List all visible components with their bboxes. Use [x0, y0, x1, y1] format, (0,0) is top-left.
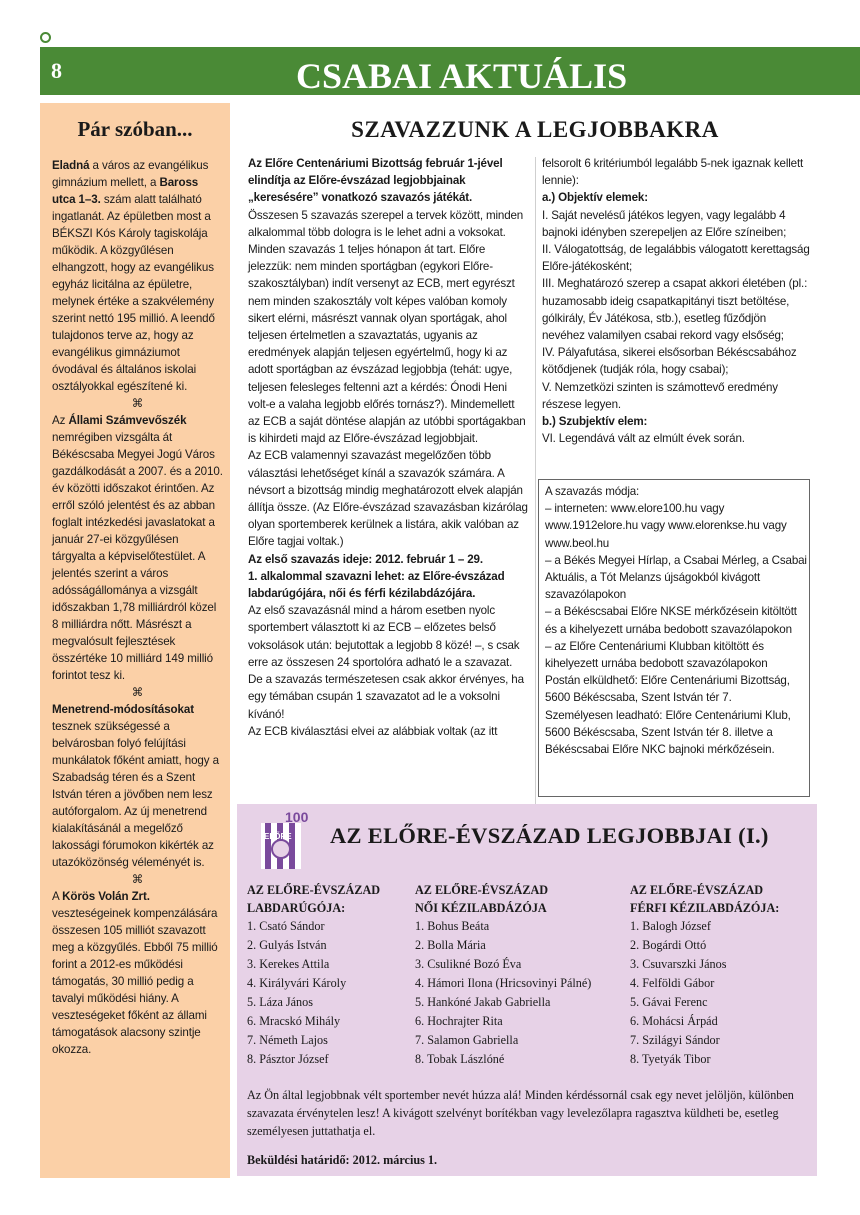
candidate-item[interactable]: 4. Királyvári Károly	[247, 976, 347, 990]
logo-text: ELŐRE	[264, 832, 292, 841]
sidebar-news	[52, 157, 223, 1058]
article-paragraph: Az ECB kiválasztási elvei az alábbiak voltak (az itt	[248, 724, 498, 738]
ballot-title: AZ ELŐRE-ÉVSZÁZAD LEGJOBBJAI (I.)	[330, 823, 769, 848]
list-heading: AZ ELŐRE-ÉVSZÁZAD	[247, 883, 381, 897]
voting-method-heading: A szavazás módja:	[545, 485, 640, 498]
article-column-2	[542, 155, 810, 447]
candidate-item[interactable]: 3. Csuvarszki János	[630, 957, 727, 971]
list-heading: AZ ELŐRE-ÉVSZÁZAD	[415, 883, 549, 897]
news-item-2: Az Állami Számvevőszék nemrégiben vizsgálta át Békéscsaba Megyei Jogú Város gazdálkodását a 2007. és a 2010. év közötti időszakot érintően. Az erről szóló jelentést és az abban foglalt intézkedési javaslatokat a január 27-ei közgyűlésen tárgyalta a képviselőtestület. A jelentés szerint a város adósságállománya a vizsgált időszakban 1,78 milliárdról közel 8 milliárdra nőtt. Másrészt a megvalósult fejlesztések összértéke 10 milliárd 149 millió forintot tesz ki.	[52, 414, 223, 682]
article-paragraph: Az első szavazásnál mind a három esetben nyolc sportembert választott ki az ECB – előzetes belső voksolások után: bejutottak a legjobb 8 közé! –, s csak erre az összesen 24 sportolóra adható le a szavazat. De a szavazás természetesen csak akkor érvényes, ha egy témában csupán 1 szavazatot ad le a voksolni kívánó!	[248, 604, 524, 721]
candidate-item[interactable]: 2. Gulyás István	[247, 938, 327, 952]
sidebar-title: Pár szóban...	[77, 117, 193, 141]
candidate-item[interactable]: 5. Hankóné Jakab Gabriella	[415, 995, 551, 1009]
candidate-item[interactable]: 4. Hámori Ilona (Hricsovinyi Pálné)	[415, 976, 592, 990]
candidate-item[interactable]: 7. Szilágyi Sándor	[630, 1033, 720, 1047]
voting-method-item: – interneten: www.elore100.hu vagy www.1912elore.hu vagy www.elorenkse.hu vagy www.beol.hu	[545, 502, 787, 550]
voting-method-item: – a Békés Megyei Hírlap, a Csabai Mérleg, a Csabai Aktuális, a Tót Melanzs újságokból kivágott szavazólapokon	[545, 553, 807, 602]
separator-icon: ⌘	[131, 397, 144, 410]
candidate-item[interactable]: 2. Bogárdi Ottó	[630, 938, 707, 952]
news-item-1: Eladná a város az evangélikus gimnázium mellett, a Baross utca 1–3. szám alatt található ingatlanát. Az épületben most a BÉKSZI Kós Károly tagiskolája működik. A közgyűlésen elhangzott, hogy az evangélikus egyház licitálna az épületre, melynek értéke a szakvélemény szerint nettó 195 millió. A leendő tulajdonos terve az, hogy az evangélikus gimnáziumot óvodával és általános iskolai osztályokkal egészítené ki.	[52, 159, 215, 393]
voting-method-item: Személyesen leadható: Előre Centenáriumi Klub, 5600 Békéscsaba, Szent István tér 8. illetve a Békéscsabai Előre NKC bajnoki mérkőzésein.	[545, 708, 791, 757]
criteria-item: III. Meghatározó szerep a csapat akkori életében (pl.: huzamosabb ideig csapatkapitányi tiszt betöltése, gólkirály, Év Játékosa, stb.), esetleg fűződjön nevéhez valamilyen csabai rekord vagy elsőség;	[542, 277, 808, 343]
mens-handball-list	[630, 881, 810, 1069]
vote-categories: 1. alkalommal szavazni lehet: az Előre-évszázad labdarúgójára, női és férfi kézilabdázójára.	[248, 569, 505, 601]
ballot-instructions: Az Ön által legjobbnak vélt sportember nevét húzza alá! Minden kérdéssornál csak egy nevet jelöljön, különben szavazata érvénytelen lesz! A kivágott szelvényt borítékban vagy levelezőlapra ragasztva küldheti be, esetleg személyesen juttathatja el.	[247, 1088, 794, 1138]
article-paragraph: felsorolt 6 kritériumból legalább 5-nek igaznak kellett lennie):	[542, 157, 804, 188]
news-item-3: Menetrend-módosításokat tesznek szükségessé a belvárosban folyó felújítási munkálatok főként amiatt, hogy a Szabadság téren és a Szent István téren a jövőben nem lesz autóforgalom. Az új menetrend kialakításánál a megelőző lakossági fórumokon kikérték az utazóközönség véleményét is.	[52, 703, 219, 869]
criteria-item: II. Válogatottság, de legalábbis válogatott kerettagság Előre-játékosként;	[542, 243, 810, 274]
article-paragraph: Összesen 5 szavazás szerepel a tervek között, minden alkalommal több dologra is le lehet adni a voksokat. Minden szavazás 1 teljes hónapon át tart. Előre jelezzük: nem minden sportágban (egykori Előre-szakosztályban) indít versenyt az ECB, mert egyrészt nem minden szakosztály volt képes valóban komoly sikert elérni, másrészt vannak olyan sportágak, ahol teljesen értelmetlen a szavaztatás, ugyanis az eredmények alapján teljesen egyértelmű, hogy ki az adott sportágban az évszázad legjobbja (tehát: ugye, teljesen felesleges feltenni azt a kérdés: Ónodi Heni volt-e a valaha legjobb előrés tornász?). Mindemellett az ECB a saját döntése alapján az utóbbi sportágakban is kihirdeti majd az Előre-évszázad legjobbjait.	[248, 208, 526, 446]
page-number: 8	[51, 58, 62, 83]
criteria-item: V. Nemzetközi szinten is számottevő eredmény részese legyen.	[542, 380, 778, 411]
candidate-item[interactable]: 3. Kerekes Attila	[247, 957, 330, 971]
candidate-item[interactable]: 8. Tobak Lászlóné	[415, 1052, 505, 1066]
criteria-item: I. Saját nevelésű játékos legyen, vagy legalább 4 bajnoki idényben szerepeljen az Előre színeiben;	[542, 208, 787, 239]
article-lead: Az Előre Centenáriumi Bizottság február 1-jével elindítja az Előre-évszázad legjobbjainak „keresésére” vonatkozó szavazós játékát.	[248, 157, 503, 205]
elore-100-logo	[255, 809, 315, 871]
submission-deadline: Beküldési határidő: 2012. március 1.	[247, 1153, 438, 1167]
voting-method-item: – a Békéscsabai Előre NKSE mérkőzésein kitöltött és a kihelyezett urnába bedobott szavazólapokon	[545, 605, 797, 636]
candidate-item[interactable]: 1. Bohus Beáta	[415, 919, 490, 933]
list-heading: LABDARÚGÓJA:	[247, 901, 346, 915]
voting-method-item: Postán elküldhető: Előre Centenáriumi Bizottság, 5600 Békéscsaba, Szent István tér 7.	[545, 674, 790, 705]
news-item-4: A Körös Volán Zrt. veszteségeinek kompenzálására összesen 105 milliót szavazott meg a közgyűlés. Ebből 75 millió forint a 2012-es működési támogatás, 30 millió pedig a tavalyi működési hiány. A veszteségeket főként az állami támogatások alacsony szintje okozza.	[52, 890, 218, 1056]
voting-method-item: – az Előre Centenáriumi Klubban kitöltött és kihelyezett urnába bedobott szavazólapokon	[545, 639, 768, 671]
candidate-item[interactable]: 5. Láza János	[247, 995, 313, 1009]
article-paragraph: Az ECB valamennyi szavazást megelőzően több választási lehetőséget kínál a szavazók számára. A névsort a bizottság mindig meghatározott elvek alapján állítja össze. (Az Előre-évszázad szavazásban kizárólag olyan sportemberek kerülnek a listára, akik valóban az Előre tagjai voltak.)	[248, 449, 528, 549]
candidate-item[interactable]: 4. Felföldi Gábor	[630, 976, 715, 990]
candidate-item[interactable]: 6. Mracskó Mihály	[247, 1014, 341, 1028]
candidate-item[interactable]: 1. Balogh József	[630, 919, 711, 933]
list-heading: AZ ELŐRE-ÉVSZÁZAD	[630, 883, 764, 897]
column-divider	[535, 157, 536, 807]
candidate-item[interactable]: 5. Gávai Ferenc	[630, 995, 708, 1009]
logo-number: 100	[285, 809, 309, 825]
article-column-1	[248, 155, 528, 740]
candidate-item[interactable]: 8. Pásztor József	[247, 1052, 329, 1066]
candidate-item[interactable]: 8. Tyetyák Tibor	[630, 1052, 711, 1066]
criteria-heading: a.) Objektív elemek:	[542, 191, 648, 205]
criteria-item: IV. Pályafutása, sikerei elsősorban Békéscsabához kötődjenek (tudják róla, hogy csabai);	[542, 346, 797, 377]
candidate-item[interactable]: 6. Mohácsi Árpád	[630, 1014, 718, 1028]
candidate-item[interactable]: 2. Bolla Mária	[415, 938, 486, 952]
candidate-item[interactable]: 1. Csató Sándor	[247, 919, 325, 933]
corner-logo-icon	[40, 32, 51, 43]
criteria-item: VI. Legendává vált az elmúlt évek során.	[542, 432, 745, 446]
separator-icon: ⌘	[131, 873, 144, 886]
candidate-item[interactable]: 7. Salamon Gabriella	[415, 1033, 519, 1047]
candidate-item[interactable]: 3. Csulikné Bozó Éva	[415, 957, 522, 971]
football-list	[247, 881, 422, 1069]
candidate-item[interactable]: 6. Hochrajter Rita	[415, 1014, 503, 1028]
candidate-item[interactable]: 7. Németh Lajos	[247, 1033, 328, 1047]
separator-icon: ⌘	[131, 686, 144, 699]
article-title: SZAVAZZUNK A LEGJOBBAKRA	[351, 117, 719, 142]
criteria-heading: b.) Szubjektív elem:	[542, 415, 648, 429]
voting-method-text	[545, 483, 807, 758]
womens-handball-list	[415, 881, 620, 1069]
vote-period: Az első szavazás ideje: 2012. február 1 – 29.	[248, 552, 483, 566]
list-heading: FÉRFI KÉZILABDÁZÓJA:	[630, 901, 780, 915]
list-heading: NŐI KÉZILABDÁZÓJA	[415, 901, 547, 915]
magazine-title: CSABAI AKTUÁLIS	[296, 56, 628, 96]
